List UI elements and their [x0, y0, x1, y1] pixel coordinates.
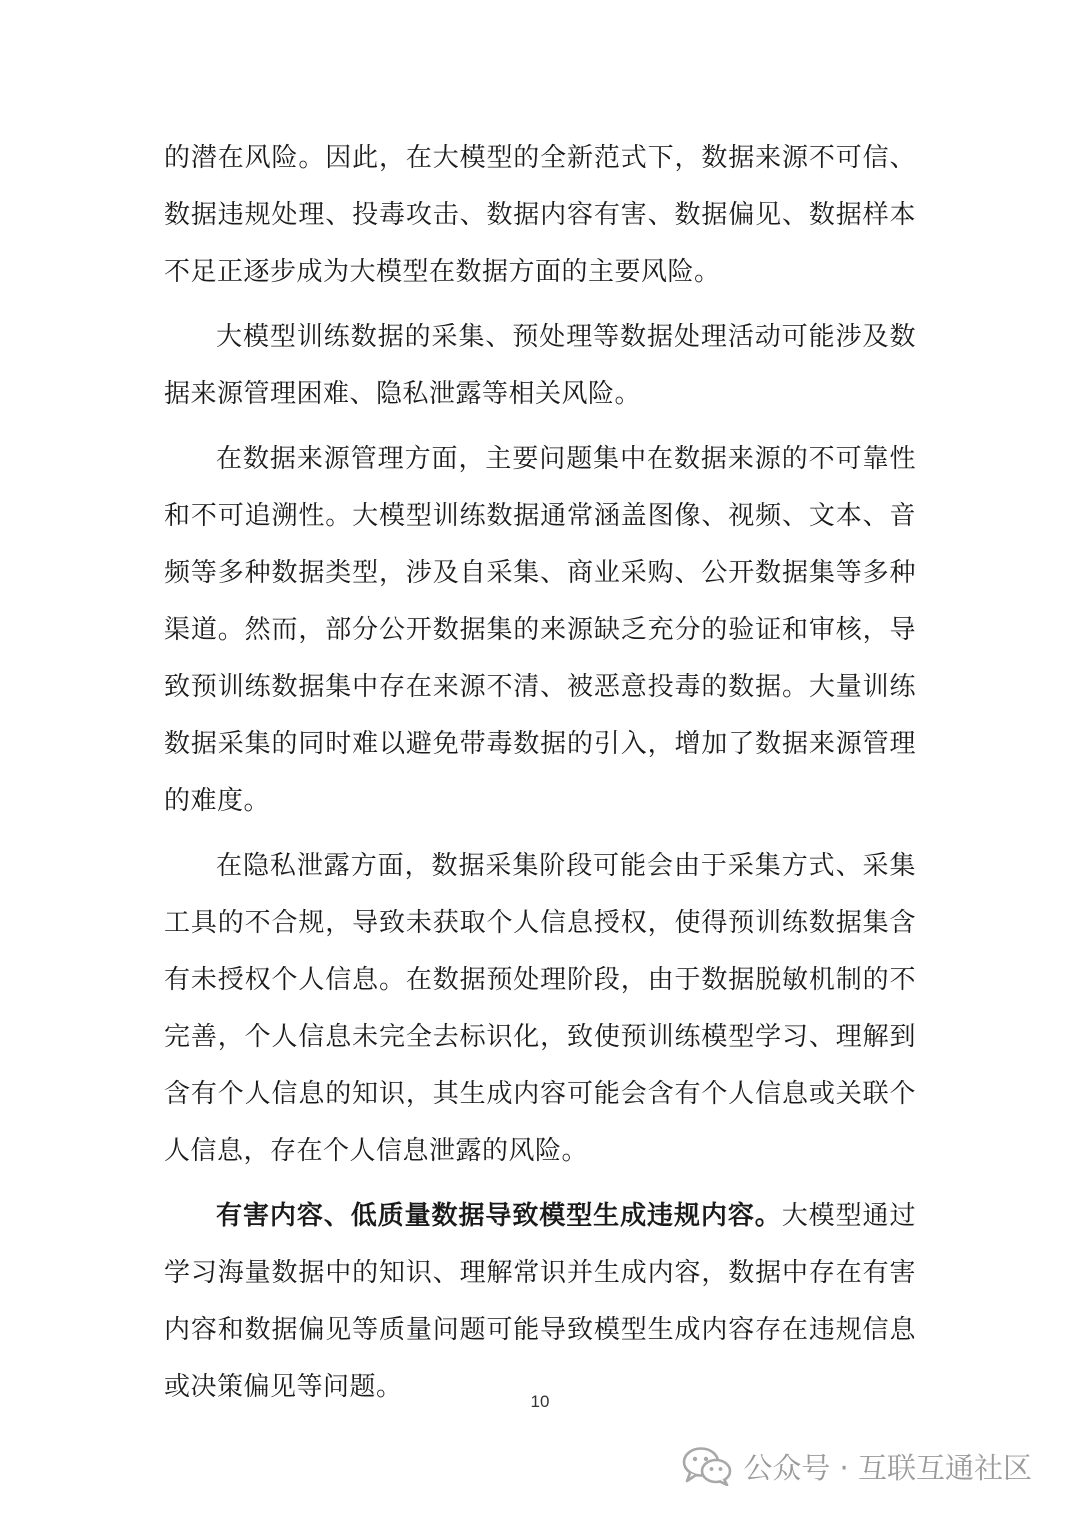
paragraph-5: [164, 1188, 916, 1416]
paragraph-5-heading: 有害内容、低质量数据导致模型生成违规内容。: [216, 1201, 782, 1231]
paragraph-2: [164, 309, 916, 423]
wechat-icon: [681, 1446, 733, 1486]
document-body: [164, 130, 916, 1424]
paragraph-4-text: 在隐私泄露方面，数据采集阶段可能会由于采集方式、采集工具的不合规，导致未获取个人信息授权，使得预训练数据集含有未授权个人信息。在数据预处理阶段，由于数据脱敏机制的不完善，个人信息未完全去标识化，致使预训练模型学习、理解到含有个人信息的知识，其生成内容可能会含有个人信息或关联个人信息，存在个人信息泄露的风险。: [164, 851, 916, 1166]
paragraph-3: [164, 431, 916, 830]
paragraph-1-text: 的潜在风险。因此，在大模型的全新范式下，数据来源不可信、数据违规处理、投毒攻击、数据内容有害、数据偏见、数据样本不足正逐步成为大模型在数据方面的主要风险。: [164, 143, 916, 287]
paragraph-1: [164, 130, 916, 301]
watermark-text: 公众号 · 互联互通社区: [743, 1450, 1032, 1485]
page-number: 10: [530, 1392, 550, 1411]
paragraph-3-text: 在数据来源管理方面，主要问题集中在数据来源的不可靠性和不可追溯性。大模型训练数据通常涵盖图像、视频、文本、音频等多种数据类型，涉及自采集、商业采购、公开数据集等多种渠道。然而，部分公开数据集的来源缺乏充分的验证和审核，导致预训练数据集中存在来源不清、被恶意投毒的数据。大量训练数据采集的同时难以避免带毒数据的引入，增加了数据来源管理的难度。: [164, 444, 916, 816]
paragraph-5-text: 大模型通过学习海量数据中的知识、理解常识并生成内容，数据中存在有害内容和数据偏见等质量问题可能导致模型生成内容存在违规信息或决策偏见等问题。: [164, 1201, 916, 1402]
paragraph-2-text: 大模型训练数据的采集、预处理等数据处理活动可能涉及数据来源管理困难、隐私泄露等相关风险。: [164, 322, 916, 409]
wechat-watermark: [681, 1446, 1032, 1486]
paragraph-4: [164, 838, 916, 1180]
